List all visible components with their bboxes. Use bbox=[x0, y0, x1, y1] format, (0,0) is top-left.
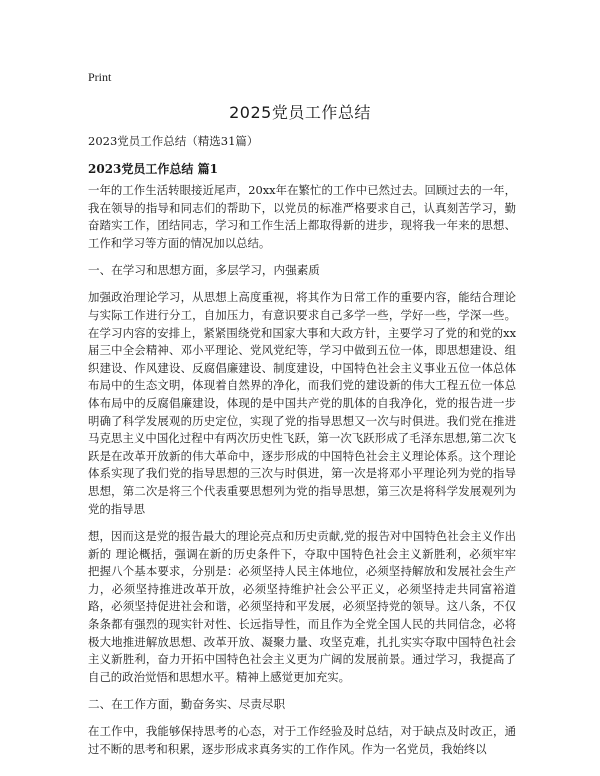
paragraph-work: 在工作中，我能够保持思考的心态，对于工作经验及时总结，对于缺点及时改正，通过不断的思考和积累，逐步形成求真务实的工作作风。作为一名党员，我始终以 bbox=[88, 724, 516, 757]
paragraph-study-2: 想，因而这是党的报告最大的理论亮点和历史贡献,党的报告对中国特色社会主义作出新的 理论概括，强调在新的历史条件下，夺取中国特色社会主义新胜利，必须牢牢 把握八个基本要求，分别是：必须坚持人民主体地位，必须坚持解放和发展社会生产力，必须坚持推进改革开放，必须坚持维护社会公平正义，必须坚持走共同富裕道路，必须坚持促进社会和谐，必须坚持和平发展，必须坚持党的领导。这八条，不仅条条都有强烈的现实针对性、长远指导性，而且作为全党全国人民的共同信念，必将极大地推进解放思想、改革开放、凝聚力量、攻坚克难，扎扎实实夺取中国特色社会主义新胜利，奋力开拓中国特色社会主义更为广阔的发展前景。通过学习，我提高了自己的政治觉悟和思想水平。精神上感觉更加充实。 bbox=[88, 529, 516, 684]
heading-work: 二、在工作方面，勤奋务实、尽责尽职 bbox=[88, 697, 286, 712]
document-body bbox=[88, 182, 516, 769]
paragraph-intro: 一年的工作生活转眼接近尾声，20xx年在繁忙的工作中已然过去。回顾过去的一年，我在领导的指导和同志们的帮助下，以党员的标准严格要求自己，认真刻苦学习，勤奋踏实工作，团结同志，学习和工作生活上都取得新的进步，现将我一年来的思想、工作和学习等方面的情况加以总结。 bbox=[88, 183, 516, 250]
heading-study: 一、在学习和思想方面，多层学习，内强素质 bbox=[88, 263, 320, 278]
page-title: 2025党员工作总结 bbox=[229, 103, 371, 122]
paragraph-study-1: 加强政治理论学习，从思想上高度重视，将其作为日常工作的重要内容，能结合理论与实际工作进行分工，自加压力，有意识要求自己多学一些，学好一些，学深一些。在学习内容的安排上，紧紧围绕党和国家大事和大政方针，主要学习了党的和党的xx届三中全会精神、邓小平理论、党风党纪等，学习中做到五位一体，即思想建设、组织建设、作风建设、反腐倡廉建设、制度建设，中国特色社会主义事业五位一体总体布局中的生态文明，体现着自然界的净化，而我们党的建设新的伟大工程五位一体总体布局中的反腐倡廉建设，体现的是中国共产党的肌体的自我净化，党的报告进一步明确了科学发展观的历史定位，实现了党的指导思想又一次与时俱进。我们党在推进马克思主义中国化过程中有两次历史性飞跃，第一次飞跃形成了毛泽东思想,第二次飞跃是在改革开放新的伟大革命中，逐步形成的中国特色社会主义理论体系。这个理论体系实现了我们党的指导思想的三次与时俱进，第一次是将邓小平理论列为党的指导思想，第二次是将三个代表重要思想列为党的指导思想，第三次是将科学发展观列为党的指导思 bbox=[88, 290, 516, 516]
document-subtitle: 2023党员工作总结（精选31篇） bbox=[88, 134, 259, 148]
section-title: 2023党员工作总结 篇1 bbox=[88, 162, 218, 176]
print-link[interactable]: Print bbox=[88, 70, 112, 84]
